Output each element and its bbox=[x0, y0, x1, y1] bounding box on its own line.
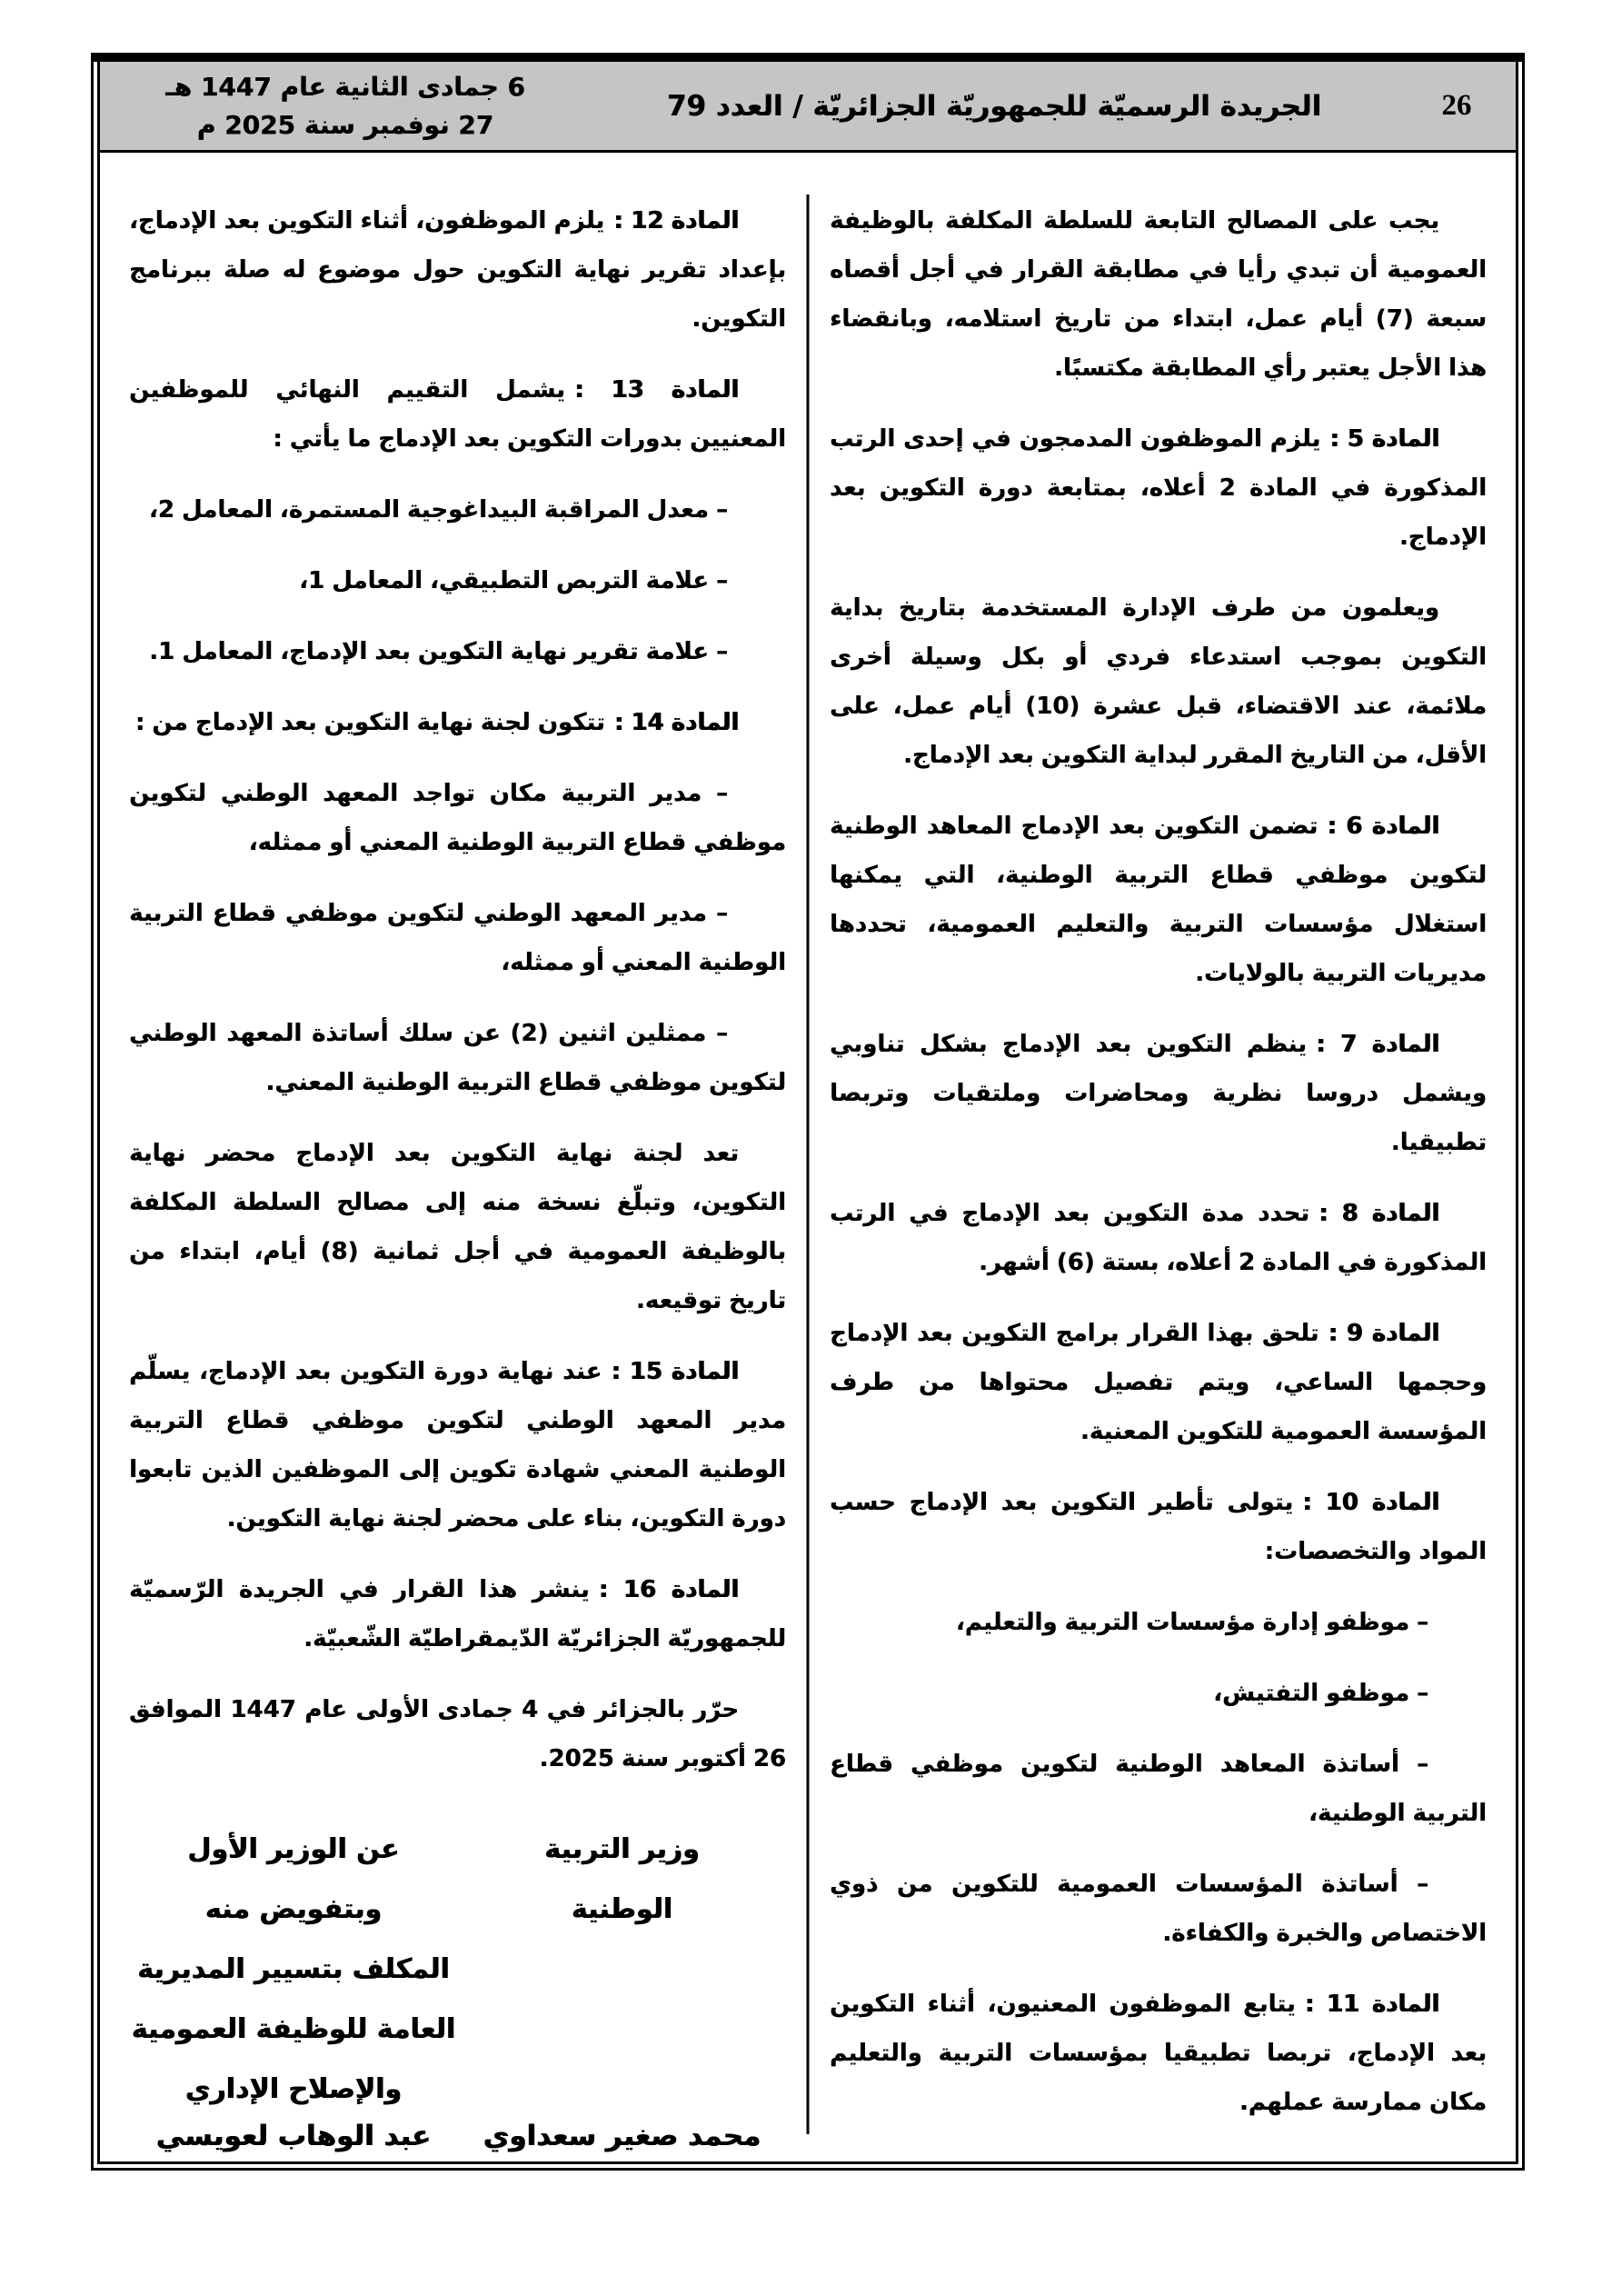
signature-title-line: الوطنية bbox=[571, 1893, 672, 1925]
list-item bbox=[129, 1009, 786, 1107]
signature-title-line: والإصلاح الإداري bbox=[184, 2073, 402, 2105]
signature-title-line: وزير التربية bbox=[544, 1833, 700, 1865]
paragraph bbox=[129, 698, 786, 747]
column-right bbox=[808, 196, 1508, 2161]
paragraph bbox=[129, 1129, 786, 1325]
article-label: المادة 9 : bbox=[1328, 1320, 1439, 1347]
paragraph-text: تعد لجنة نهاية التكوين بعد الإدماج محضر نهاية التكوين، وتبلّغ نسخة منه إلى مصالح السلطة المكلفة بالوظيفة العمومية في أجل ثمانية (8) أيام، ابتداء من تاريخ توقيعه. bbox=[129, 1140, 786, 1314]
signature-minister-title bbox=[458, 1820, 787, 1940]
signature-minister-name: محمد صغير سعداوي bbox=[483, 2120, 761, 2152]
article-label: المادة 11 : bbox=[1304, 1991, 1439, 2018]
page-number: 26 bbox=[1441, 89, 1472, 122]
signature-minister bbox=[458, 1820, 787, 2158]
paragraph-text: يلزم الموظفون، أثناء التكوين بعد الإدماج، بإعداد تقرير نهاية التكوين حول موضوع له صلة ببرنامج التكوين. bbox=[129, 207, 786, 333]
list-item bbox=[129, 485, 786, 534]
paragraph-text: تتكون لجنة نهاية التكوين بعد الإدماج من : bbox=[134, 709, 605, 736]
paragraph-text: عند نهاية دورة التكوين بعد الإدماج، يسلّم مدير المعهد الوطني لتكوين موظفي قطاع التربية الوطنية المعني شهادة تكوين إلى الموظفين الذين تابعوا دورة التكوين، بناء على محضر لجنة نهاية التكوين. bbox=[129, 1358, 786, 1532]
paragraph-text: – أساتذة المؤسسات العمومية للتكوين من ذوي الاختصاص والخبرة والكفاءة. bbox=[830, 1871, 1487, 1947]
paragraph-text: – معدل المراقبة البيداغوجية المستمرة، المعامل 2، bbox=[148, 496, 728, 524]
article-label: المادة 13 : bbox=[573, 376, 739, 404]
page-frame-inner bbox=[97, 62, 1518, 2164]
date-hijri: 6 جمادى الثانية عام 1447 هـ bbox=[165, 71, 525, 102]
paragraph bbox=[129, 1685, 786, 1783]
paragraph bbox=[129, 365, 786, 464]
list-item bbox=[129, 627, 786, 676]
article-label: المادة 10 : bbox=[1302, 1489, 1439, 1516]
signature-title-line: العامة للوظيفة العمومية bbox=[131, 2013, 455, 2045]
list-item bbox=[830, 1860, 1487, 1958]
paragraph bbox=[830, 1020, 1487, 1167]
paragraph-text: حرّر بالجزائر في 4 جمادى الأولى عام 1447 الموافق 26 أكتوبر سنة 2025. bbox=[129, 1696, 786, 1772]
paragraph bbox=[830, 1189, 1487, 1287]
paragraph-text: يجب على المصالح التابعة للسلطة المكلفة بالوظيفة العمومية أن تبدي رأيا في مطابقة القرار في أجل أقصاه سبعة (7) أيام عمل، ابتداء من تاريخ استلامه، وبانقضاء هذا الأجل يعتبر رأي المطابقة مكتسبًا. bbox=[830, 207, 1488, 382]
signature-block bbox=[129, 1820, 786, 2158]
article-label: المادة 14 : bbox=[613, 709, 739, 736]
paragraph bbox=[830, 802, 1487, 998]
paragraph bbox=[830, 196, 1487, 393]
paragraph bbox=[830, 584, 1487, 780]
list-item bbox=[129, 769, 786, 867]
article-label: المادة 16 : bbox=[598, 1576, 739, 1603]
paragraph-text: – موظفو إدارة مؤسسات التربية والتعليم، bbox=[955, 1609, 1428, 1636]
list-item bbox=[830, 1740, 1487, 1838]
signature-delegate-title bbox=[129, 1820, 458, 2120]
article-label: المادة 15 : bbox=[611, 1358, 739, 1385]
page-frame bbox=[91, 53, 1525, 2171]
paragraph bbox=[129, 1347, 786, 1543]
paragraph-text: – موظفو التفتيش، bbox=[1213, 1680, 1428, 1707]
article-label: المادة 12 : bbox=[613, 207, 739, 235]
paragraph-text: تضمن التكوين بعد الإدماج المعاهد الوطنية لتكوين موظفي قطاع التربية الوطنية، التي يمكنها استغلال مؤسسات التربية والتعليم العمومية، تحددها مديريات التربية بالولايات. bbox=[830, 813, 1487, 987]
paragraph bbox=[830, 1309, 1487, 1456]
list-item bbox=[129, 556, 786, 605]
paragraph-text: يشمل التقييم النهائي للموظفين المعنيين بدورات التكوين بعد الإدماج ما يأتي : bbox=[129, 376, 786, 453]
signature-delegate bbox=[129, 1820, 458, 2158]
list-item bbox=[129, 889, 786, 987]
paragraph-text: يتابع الموظفون المعنيون، أثناء التكوين بعد الإدماج، تربصا تطبيقيا بمؤسسات التربية والتعليم مكان ممارسة عملهم. bbox=[830, 1991, 1487, 2116]
paragraph-text: ينظم التكوين بعد الإدماج بشكل تناوبي ويشمل دروسا نظرية ومحاضرات وملتقيات وتربصا تطبيقيا. bbox=[830, 1031, 1487, 1156]
paragraph bbox=[129, 1565, 786, 1663]
article-label: المادة 8 : bbox=[1318, 1200, 1439, 1227]
paragraph bbox=[129, 196, 786, 344]
article-label: المادة 6 : bbox=[1327, 813, 1439, 840]
content-columns bbox=[100, 153, 1516, 2161]
header-date bbox=[100, 68, 591, 145]
column-divider bbox=[807, 195, 810, 2134]
paragraph-text: يلزم الموظفون المدمجون في إحدى الرتب المذكورة في المادة 2 أعلاه، بمتابعة دورة التكوين بعد الإدماج. bbox=[830, 425, 1488, 551]
left-paragraphs bbox=[129, 196, 786, 1783]
paragraph bbox=[830, 414, 1487, 562]
list-item bbox=[830, 1598, 1487, 1647]
page-header bbox=[100, 62, 1516, 153]
article-label: المادة 7 : bbox=[1315, 1031, 1439, 1058]
paragraph-text: ينشر هذا القرار في الجريدة الرّسميّة للجمهوريّة الجزائريّة الدّيمقراطيّة الشّعبيّة. bbox=[129, 1576, 786, 1652]
paragraph-text: – مدير التربية مكان تواجد المعهد الوطني لتكوين موظفي قطاع التربية الوطنية المعني أو ممثله، bbox=[129, 780, 786, 856]
paragraph-text: – علامة تقرير نهاية التكوين بعد الإدماج، المعامل 1. bbox=[149, 638, 728, 665]
paragraph-text: – أساتذة المعاهد الوطنية لتكوين موظفي قطاع التربية الوطنية، bbox=[830, 1751, 1487, 1827]
paragraph-text: – مدير المعهد الوطني لتكوين موظفي قطاع التربية الوطنية المعني أو ممثله، bbox=[129, 900, 786, 976]
signature-title-line: عن الوزير الأول وبتفويض منه bbox=[187, 1833, 400, 1925]
paragraph-text: ويعلمون من طرف الإدارة المستخدمة بتاريخ بداية التكوين بموجب استدعاء فردي أو بكل وسيلة أخرى ملائمة، عند الاقتضاء، قبل عشرة (10) أيام عمل، على الأقل، من التاريخ المقرر لبداية التكوين بعد الإدماج. bbox=[830, 594, 1487, 769]
paragraph-text: – علامة التربص التطبيقي، المعامل 1، bbox=[299, 567, 728, 594]
paragraph-text: تلحق بهذا القرار برامج التكوين بعد الإدماج وحجمها الساعي، ويتم تفصيل محتواها من طرف المؤسسة العمومية للتكوين المعنية. bbox=[830, 1320, 1487, 1445]
paragraph-text: يتولى تأطير التكوين بعد الإدماج حسب المواد والتخصصات: bbox=[830, 1489, 1487, 1565]
journal-title: الجريدة الرسميّة للجمهوريّة الجزائريّة / العدد 79 bbox=[666, 89, 1322, 123]
signature-delegate-name: عبد الوهاب لعويسي bbox=[155, 2120, 431, 2152]
paragraph bbox=[830, 1478, 1487, 1576]
paragraph-text: تحدد مدة التكوين بعد الإدماج في الرتب المذكورة في المادة 2 أعلاه، بستة (6) أشهر. bbox=[830, 1200, 1487, 1276]
paragraph-text: – ممثلين اثنين (2) عن سلك أساتذة المعهد الوطني لتكوين موظفي قطاع التربية الوطنية المعني. bbox=[129, 1020, 786, 1096]
column-left bbox=[107, 196, 808, 2161]
list-item bbox=[830, 1669, 1487, 1718]
article-label: المادة 5 : bbox=[1329, 425, 1439, 453]
signature-title-line: المكلف بتسيير المديرية bbox=[136, 1953, 450, 1985]
paragraph bbox=[830, 1980, 1487, 2127]
date-gregorian: 27 نوفمبر سنة 2025 م bbox=[196, 109, 494, 140]
